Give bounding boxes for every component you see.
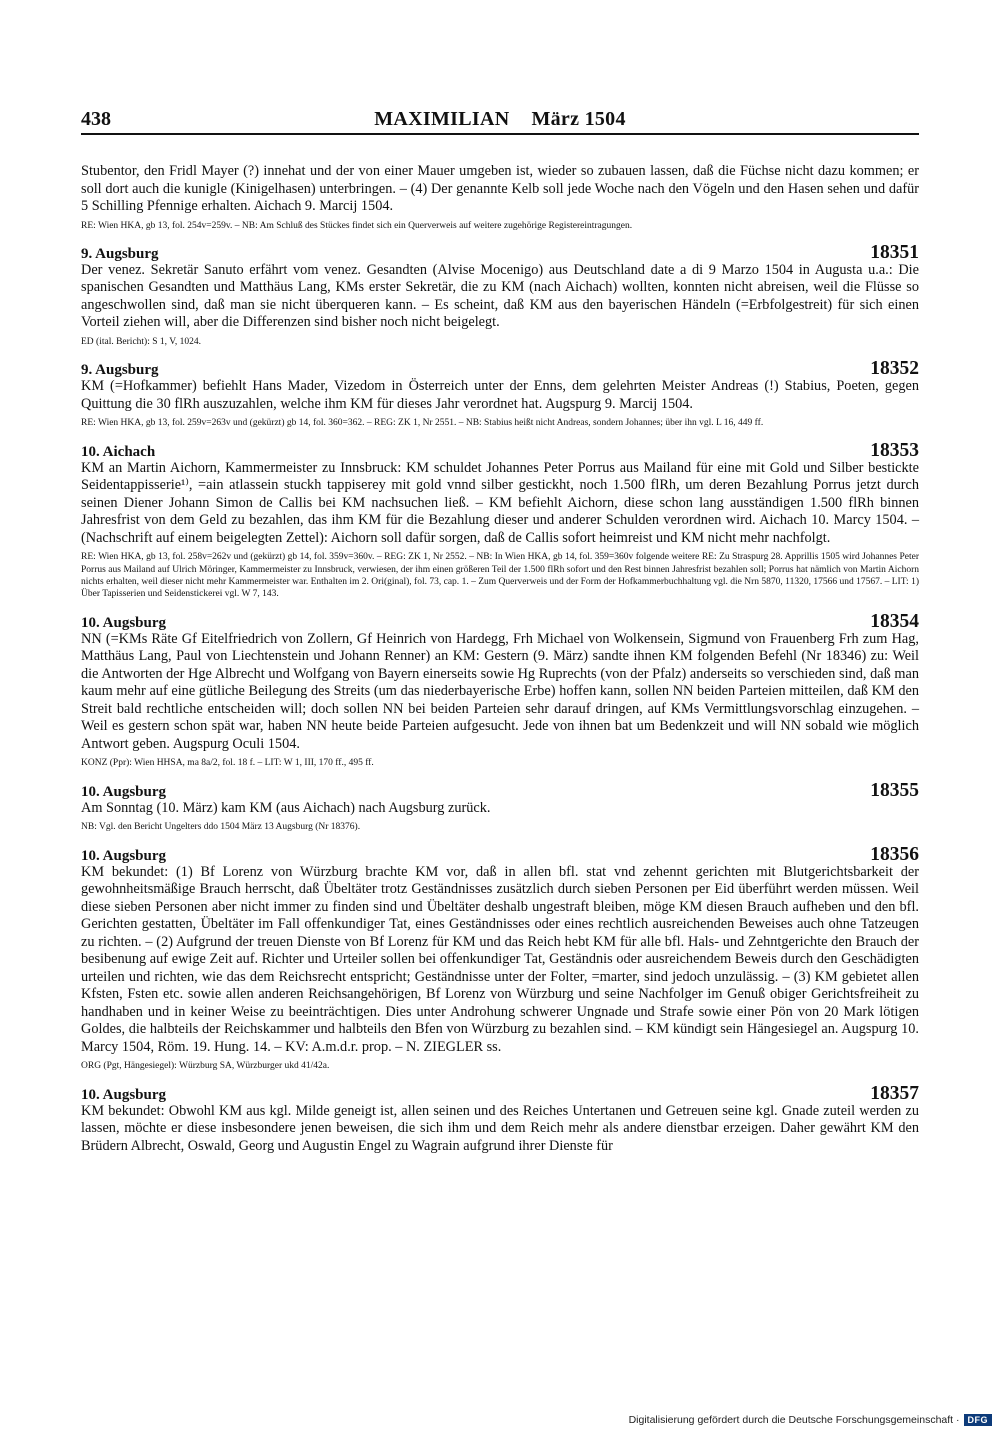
entry-text: Am Sonntag (10. März) kam KM (aus Aichach) nach Augsburg zurück. <box>81 799 491 816</box>
continuation-note: RE: Wien HKA, gb 13, fol. 254v=259v. – NB: Am Schluß des Stückes findet sich ein Querverweis auf weitere zugehörige Registereintragungen. <box>81 220 633 231</box>
entry-note: ED (ital. Bericht): S 1, V, 1024. <box>81 336 201 347</box>
entry-text: KM an Martin Aichorn, Kammermeister zu Innsbruck: KM schuldet Johannes Peter Porrus aus Mailand für eine mit Gold und Silber bestickte Seidentappisserie¹⁾, =ain atlassein stuckh tappiserey mit gold vnnd silber gestickht, noch 1.500 flRh, um deren Bezahlung Porrus jetzt durch seinen Diener Johann Simon de Callis bei KM nachsuchen ließ. – KM befiehlt Aichorn, diese schon lang ausständigen 1.500 flRh binnen Jahresfrist von dem Geld zu bezahlen, das ihm KM für die Bezahlung dieser und anderer Schulden verordnen wird. Aichach 10. Marcy 1504. – (Nachschrift auf einem beigelegten Zettel): Aichorn soll dafür sorgen, daß de Callis sofort heimreist und KM nicht mehr nachfolgt. <box>81 459 919 546</box>
entry-number: 18354 <box>870 610 919 632</box>
entry-heading <box>81 612 919 631</box>
entry-text: Der venez. Sekretär Sanuto erfährt vom venez. Gesandten (Alvise Mocenigo) aus Deutschland date a di 9 Marzo 1504 in Augusta u.a.: Die spanischen Gesandten und Matthäus Lang, KMs erster Sekretär, die zu KM (nach Aichach) wollten, konnten nicht abreisen, weil die Flüsse so angeschwollen sind, daß man sie nicht überqueren kann. – Es scheint, daß KM aus den bayerischen Händeln (=Erbfolgestreit) für sich einen Vorteil ziehen will, aber die Differenzen sind bisher noch nicht beigelegt. <box>81 261 919 331</box>
entry-heading <box>81 441 919 460</box>
entry-18353 <box>81 441 919 601</box>
entry-text: NN (=KMs Räte Gf Eitelfriedrich von Zollern, Gf Heinrich von Hardegg, Frh Michael von Wolkensein, Sigmund von Frauenberg Frh zum Hag, Matthäus Lang, Paul von Liechtenstein und Johann Renner) an KM: Gestern (9. März) sandte ihnen KM folgenden Befehl (Nr 18346) zu: Weil die Antworten der Hge Albrecht und Wolfgang von Bayern einerseits sowie Hg Ruprechts (von der Pfalz) anderseits so verschieden sind, daß man kaum mehr auf eine gütliche Beilegung des Streits (um das niederbayerische Erbe) hoffen kann, sollen NN beiden Parteien mitteilen, daß KM den Streit bald rechtliche entscheiden will; doch sollen NN bei beiden Parteien sehr darauf dringen, auf KMs Vermittlungsvorschlag einzugehen. – Weil es gestern schon spät war, haben NN heute beide Parteien aufgesucht. Jede von ihnen bat um Bedenkzeit und will NN sobald wie möglich Antwort geben. Augspurg Oculi 1504. <box>81 630 919 752</box>
entry-heading <box>81 845 919 864</box>
entry-number: 18353 <box>870 439 919 461</box>
entry-note: RE: Wien HKA, gb 13, fol. 259v=263v und (gekürzt) gb 14, fol. 360=362. – REG: ZK 1, Nr 2551. – NB: Stabius heißt nicht Andreas, sondern Johannes; über ihn vgl. L 16, 449 ff. <box>81 418 764 429</box>
entry-18352 <box>81 359 919 429</box>
entry-date: 10. Augsburg <box>81 783 167 800</box>
entry-date: 10. Augsburg <box>81 614 167 631</box>
funding-footer <box>629 1414 992 1426</box>
document-page <box>81 108 919 1155</box>
entry-heading <box>81 781 919 800</box>
entry-date: 10. Augsburg <box>81 847 167 864</box>
entry-heading <box>81 243 919 262</box>
entry-note: KONZ (Ppr): Wien HHSA, ma 8a/2, fol. 18 f. – LIT: W 1, III, 170 ff., 495 ff. <box>81 758 374 769</box>
entry-heading <box>81 1084 919 1103</box>
entry-number: 18351 <box>870 241 919 263</box>
running-title-name: MAXIMILIAN <box>374 108 510 130</box>
entry-18357 <box>81 1084 919 1156</box>
running-header <box>81 108 919 134</box>
entry-heading <box>81 359 919 378</box>
running-title <box>81 108 919 131</box>
entry-date: 9. Augsburg <box>81 362 159 379</box>
entry-18351 <box>81 243 919 348</box>
header-rule <box>81 133 919 135</box>
entry-18354 <box>81 612 919 770</box>
entry-number: 18352 <box>870 358 919 380</box>
entry-note: NB: Vgl. den Bericht Ungelters ddo 1504 März 13 Augsburg (Nr 18376). <box>81 822 361 833</box>
entry-number: 18357 <box>870 1082 919 1104</box>
entry-date: 10. Augsburg <box>81 1086 167 1103</box>
footer-text: Digitalisierung gefördert durch die Deutsche Forschungsgemeinschaft · <box>628 1414 960 1426</box>
entry-text: KM bekundet: (1) Bf Lorenz von Würzburg brachte KM vor, daß in allen bfl. stat vnd zehennt gerichten mit Blutgerichtsbarkeit der gewohnheitsmäßige Brauch herrscht, daß Übeltäter trotz Geständnisses zusätzlich durch sieben Personen per Eid überführt werden müssen. Weil diese sieben Personen aber nicht immer zu finden sind und Übeltäter deshalb ungestraft bleiben, möge KM diesen Brauch aufheben und den bfl. Gerichten gestatten, Übeltäter im Fall offenkundiger Tat, eines Geständnisses oder eines rechtlich ausreichenden Beweises auch ohne Tatzeugen zu richten. – (2) Aufgrund der treuen Dienste von Bf Lorenz für KM und das Reich hebt KM für alle bfl. Hals- und Zehntgerichte den Brauch der besibenung auf ewige Zeit auf. Richter und Urteiler sollen bei offenkundiger Tat, Geständnis oder ausreichendem Beweis durch den Geschädigten urteilen und richten, wie das dem Reichsrecht entspricht; Geständnisse unter der Folter, =marter, sind jedoch unzulässig. – (3) KM gebietet allen Kfsten, Fsten etc. sowie allen anderen Reichsangehörigen, Bf Lorenz von Würzburg und seine Nachfolger im Genuß obiger Gerichtsfreiheit zu handhaben und in keiner Weise zu beeinträchtigen. Dies unter Androhung schwerer Ungnade und Strafe sowie einer Pön von 20 Mark lötigen Goldes, die halbteils der Reichskammer und halbteils den Bfen von Würzburg zu bezahlen sind. – KM kündigt sein Hängesiegel an. Augspurg 10. Marcy 1504, Röm. 19. Hung. 14. – KV: A.m.d.r. prop. – N. ZIEGLER ss. <box>81 863 919 1055</box>
entry-date: 10. Aichach <box>81 443 156 460</box>
continuation-text: Stubentor, den Fridl Mayer (?) innehat und der von einer Mauer umgeben ist, wieder so zubauen lassen, daß die Füchse nicht dazu kommen; er soll dort auch die kunigle (Kinigelhasen) unterbringen. – (4) Der genannte Kelb soll jede Woche nach den Vögeln und den Hasen sehen und dafür 5 Schilling Pfennige erhalten. Aichach 9. Marcij 1504. <box>81 163 919 214</box>
entry-note: ORG (Pgt, Hängesiegel): Würzburg SA, Würzburger ukd 41/42a. <box>81 1061 330 1072</box>
entry-number: 18356 <box>870 843 919 865</box>
entry-number: 18355 <box>870 779 919 801</box>
running-title-date: März 1504 <box>531 108 626 130</box>
page-number: 438 <box>81 108 111 130</box>
entry-18356 <box>81 845 919 1073</box>
entry-note: RE: Wien HKA, gb 13, fol. 258v=262v und (gekürzt) gb 14, fol. 359v=360v. – REG: ZK 1, Nr 2552. – NB: In Wien HKA, gb 14, fol. 359=360v folgende weitere RE: Zu Straspurg 28. Apprillis 1505 wird Johannes Peter Porrus aus Mailand auf Ulrich Möringer, Kammermeister zu Innsbruck, verwiesen, der ihm einen größeren Teil der 1.500 flRh sofort und den Rest binnen Jahresfrist bezahlen soll; Porrus hat nämlich von Martin Aichorn nichts erhalten, weil dieser nicht mehr Kammermeister war. Enthalten im 2. Ori(ginal), fol. 73, cap. 1. – Zum Querverweis und der Form der Hofkammerbuchhaltung vgl. die Nrn 5870, 11320, 17566 und 17567. – LIT: 1) Über Tapisserien und Seidenstickerei vgl. W 7, 143. <box>81 552 919 600</box>
entry-text: KM bekundet: Obwohl KM aus kgl. Milde geneigt ist, allen seinen und des Reiches Untertanen und Getreuen seine kgl. Gnade zuteil werden zu lassen, möchte er diese insbesondere jenen beweisen, die sich ihm und dem Reich mehr als andere dienstbar erzeigen. Daher gewährt KM den Brüdern Albrecht, Oswald, Georg und Augustin Engel zu Wagrain aufgrund ihrer Dienste für <box>81 1102 919 1154</box>
page-content <box>81 134 919 1155</box>
entry-18355 <box>81 781 919 834</box>
entry-date: 9. Augsburg <box>81 245 159 262</box>
entry-text: KM (=Hofkammer) befiehlt Hans Mader, Vizedom in Österreich unter der Enns, dem gelehrten Meister Andreas (!) Stabius, Poeten, gegen Quittung die 30 flRh auszuzahlen, welche ihm KM für dieses Jahr verordnet hat. Augspurg 9. Marcij 1504. <box>81 378 919 412</box>
dfg-logo: DFG <box>964 1414 993 1426</box>
